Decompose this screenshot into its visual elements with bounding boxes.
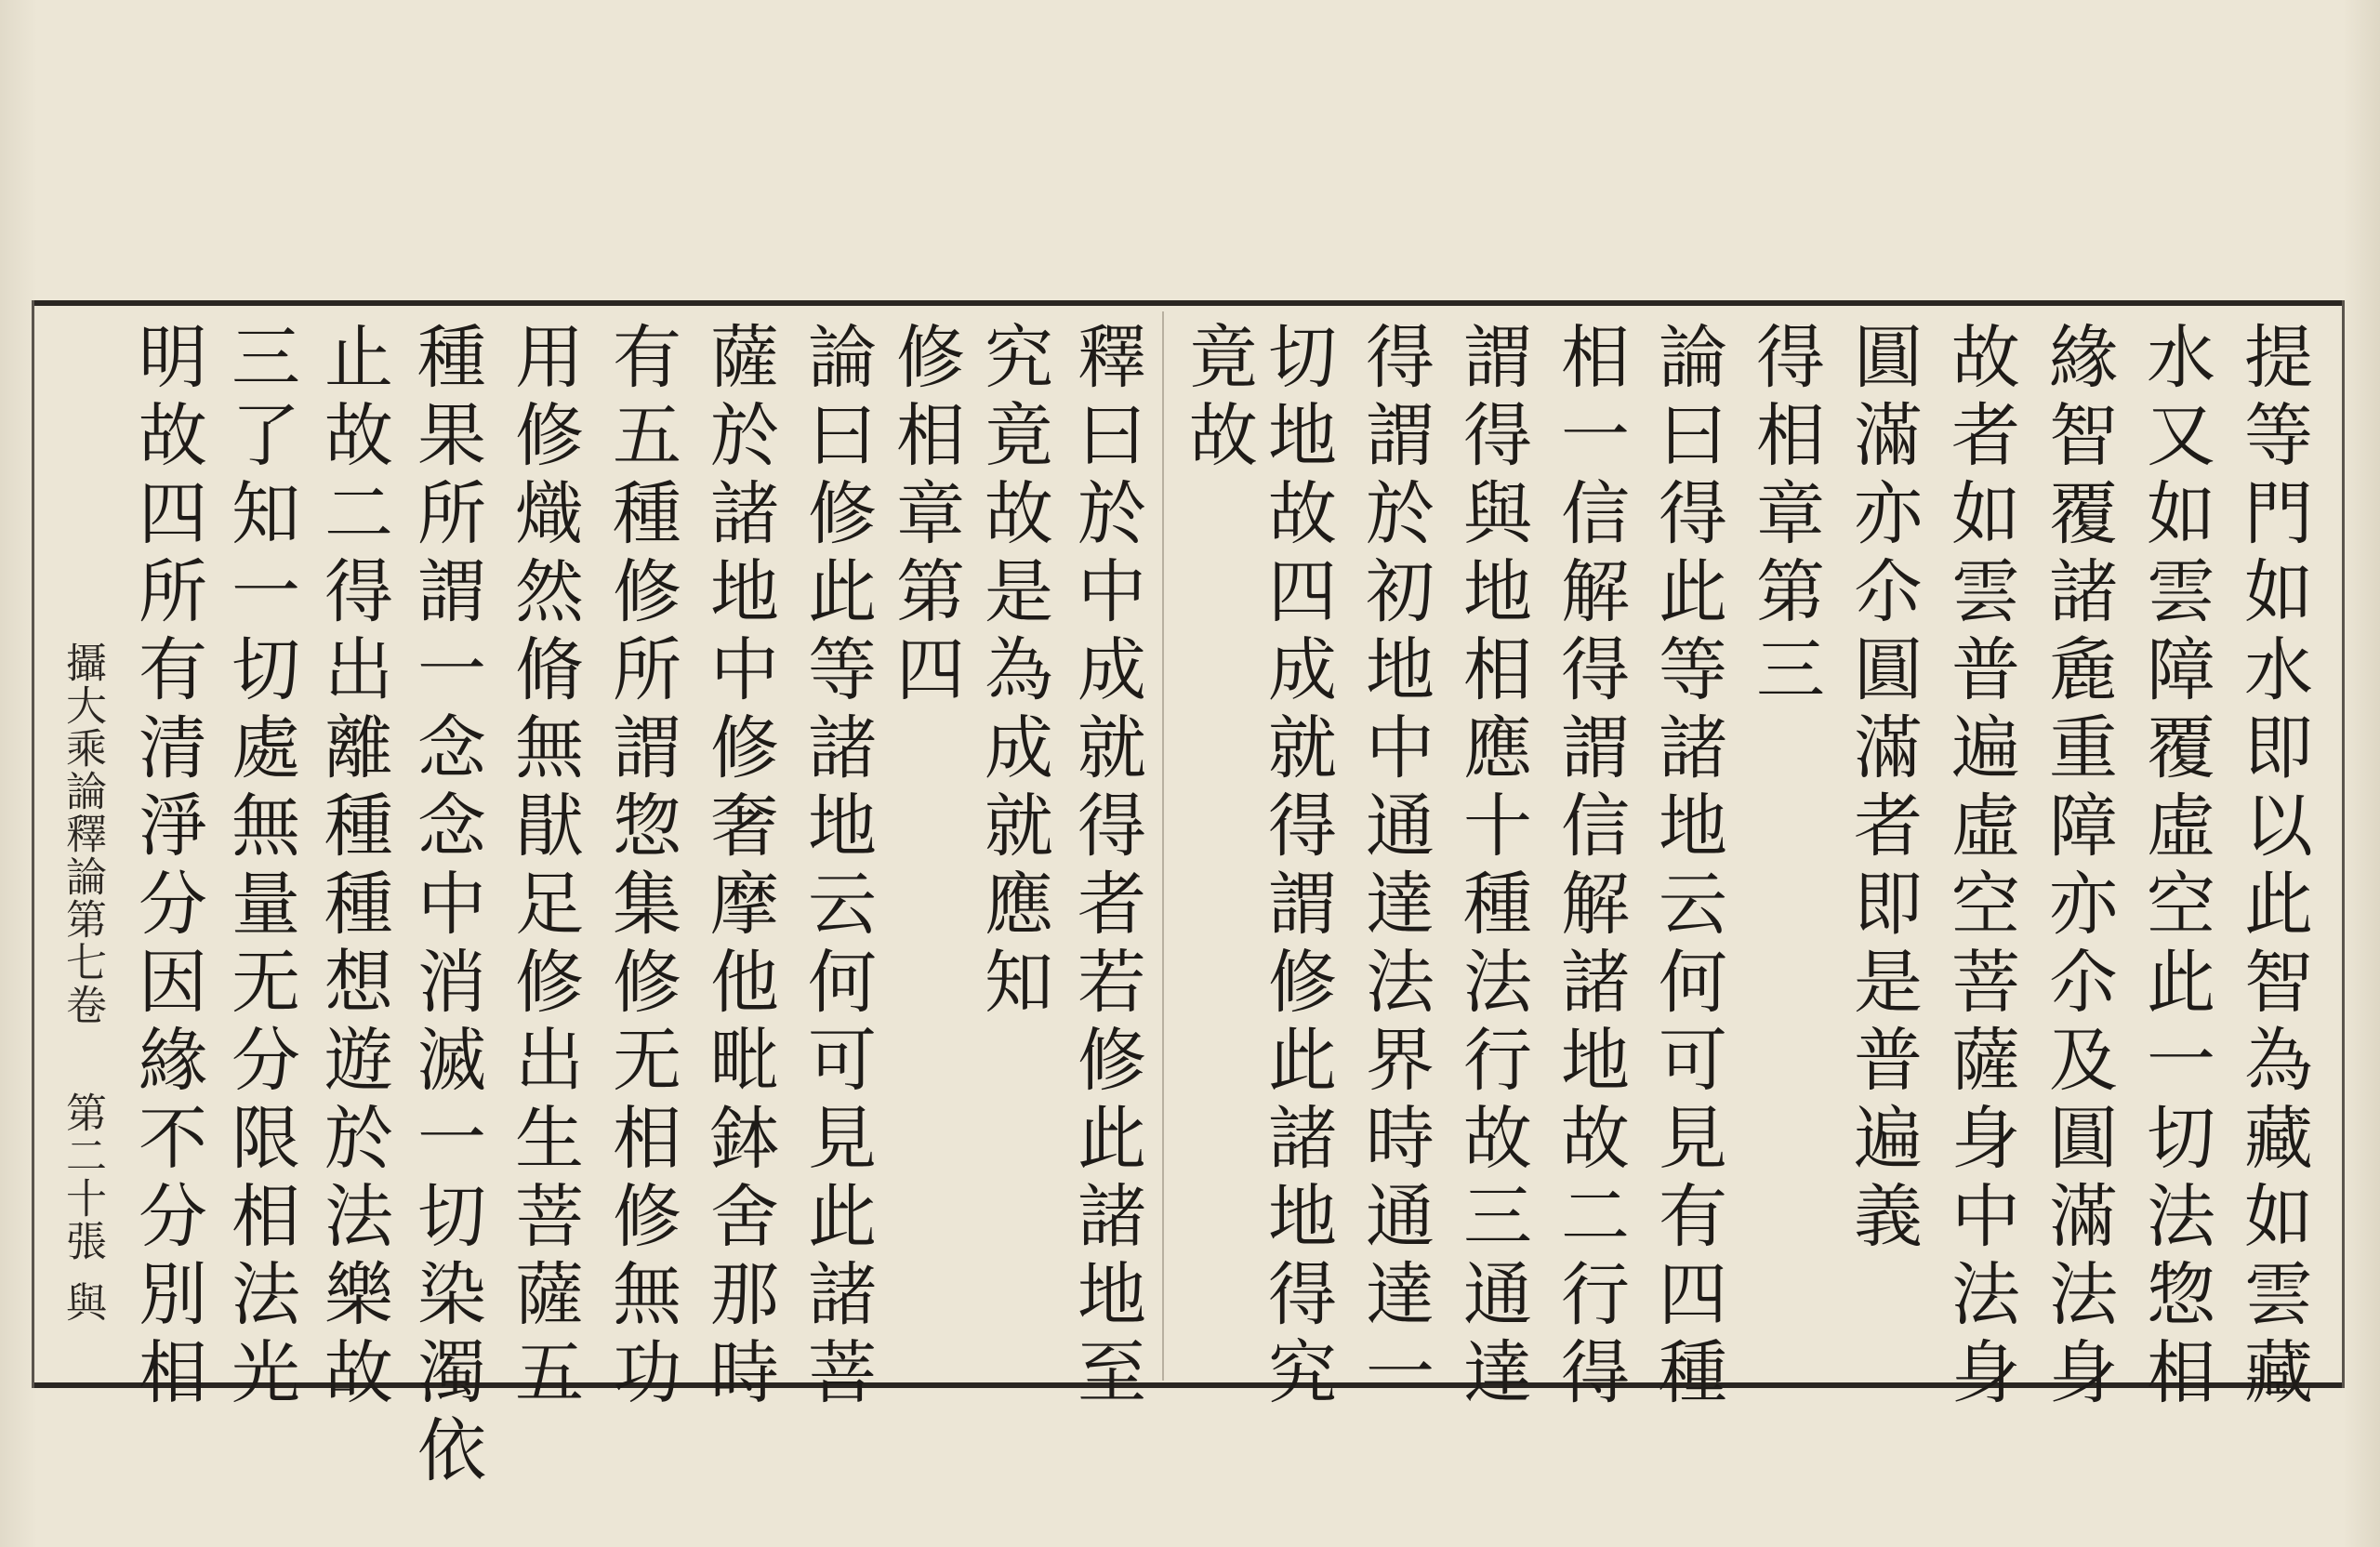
frame-right-border xyxy=(2342,300,2345,1388)
frame-left-border xyxy=(32,300,34,1388)
text-column: 論曰得此等諸地云何可見有四種 xyxy=(1647,321,1727,1414)
text-column: 相一信解得謂信解諸地故二行得 xyxy=(1550,321,1630,1414)
text-column: 止故二得出離種種想遊於法樂故 xyxy=(313,321,393,1414)
text-column: 提等門如水即以此智為藏如雲藏 xyxy=(2233,321,2313,1414)
text-column: 竟故 xyxy=(1178,321,1258,477)
text-column: 釋曰於中成就得者若修此諸地至 xyxy=(1066,321,1146,1414)
text-column: 水又如雲障覆虛空此一切法惣相 xyxy=(2135,321,2215,1414)
text-column: 論曰修此等諸地云何可見此諸菩 xyxy=(797,321,877,1414)
page-footer xyxy=(54,641,110,1324)
text-column: 明故四所有清淨分因緣不分別相 xyxy=(127,321,207,1414)
footer-mark: 與 xyxy=(59,1281,106,1324)
text-column: 得謂於初地中通達法界時通達一 xyxy=(1355,321,1435,1414)
text-column: 故者如雲普遍虛空菩薩身中法身 xyxy=(1940,321,2020,1414)
text-column: 究竟故是為成就應知 xyxy=(973,321,1053,1024)
chapter-heading: 得相章第三 xyxy=(1745,321,1825,711)
text-column: 緣智覆諸麁重障亦尒及圓滿法身 xyxy=(2038,321,2118,1414)
text-column: 有五種修所謂惣集修无相修無功 xyxy=(602,321,681,1414)
text-column: 圓滿亦尒圓滿者即是普遍義 xyxy=(1843,321,1923,1258)
text-column: 種果所謂一念念中消滅一切染濁依 xyxy=(406,321,486,1492)
footer-title: 攝大乘論釋論第七卷 xyxy=(59,641,106,1026)
text-column: 謂得與地相應十種法行故三通達 xyxy=(1452,321,1532,1414)
text-column: 薩於諸地中修奢摩他毗鉢舍那時 xyxy=(699,321,779,1414)
page-fold-line xyxy=(1162,311,1164,1381)
footer-page-number: 第二十張 xyxy=(59,1091,106,1263)
chapter-heading: 修相章第四 xyxy=(885,321,965,711)
text-column: 用修熾然脩無猒足修出生菩薩五 xyxy=(504,321,584,1414)
text-column: 三了知一切處無量无分限相法光 xyxy=(220,321,300,1414)
text-column: 切地故四成就得謂修此諸地得究 xyxy=(1257,321,1337,1414)
